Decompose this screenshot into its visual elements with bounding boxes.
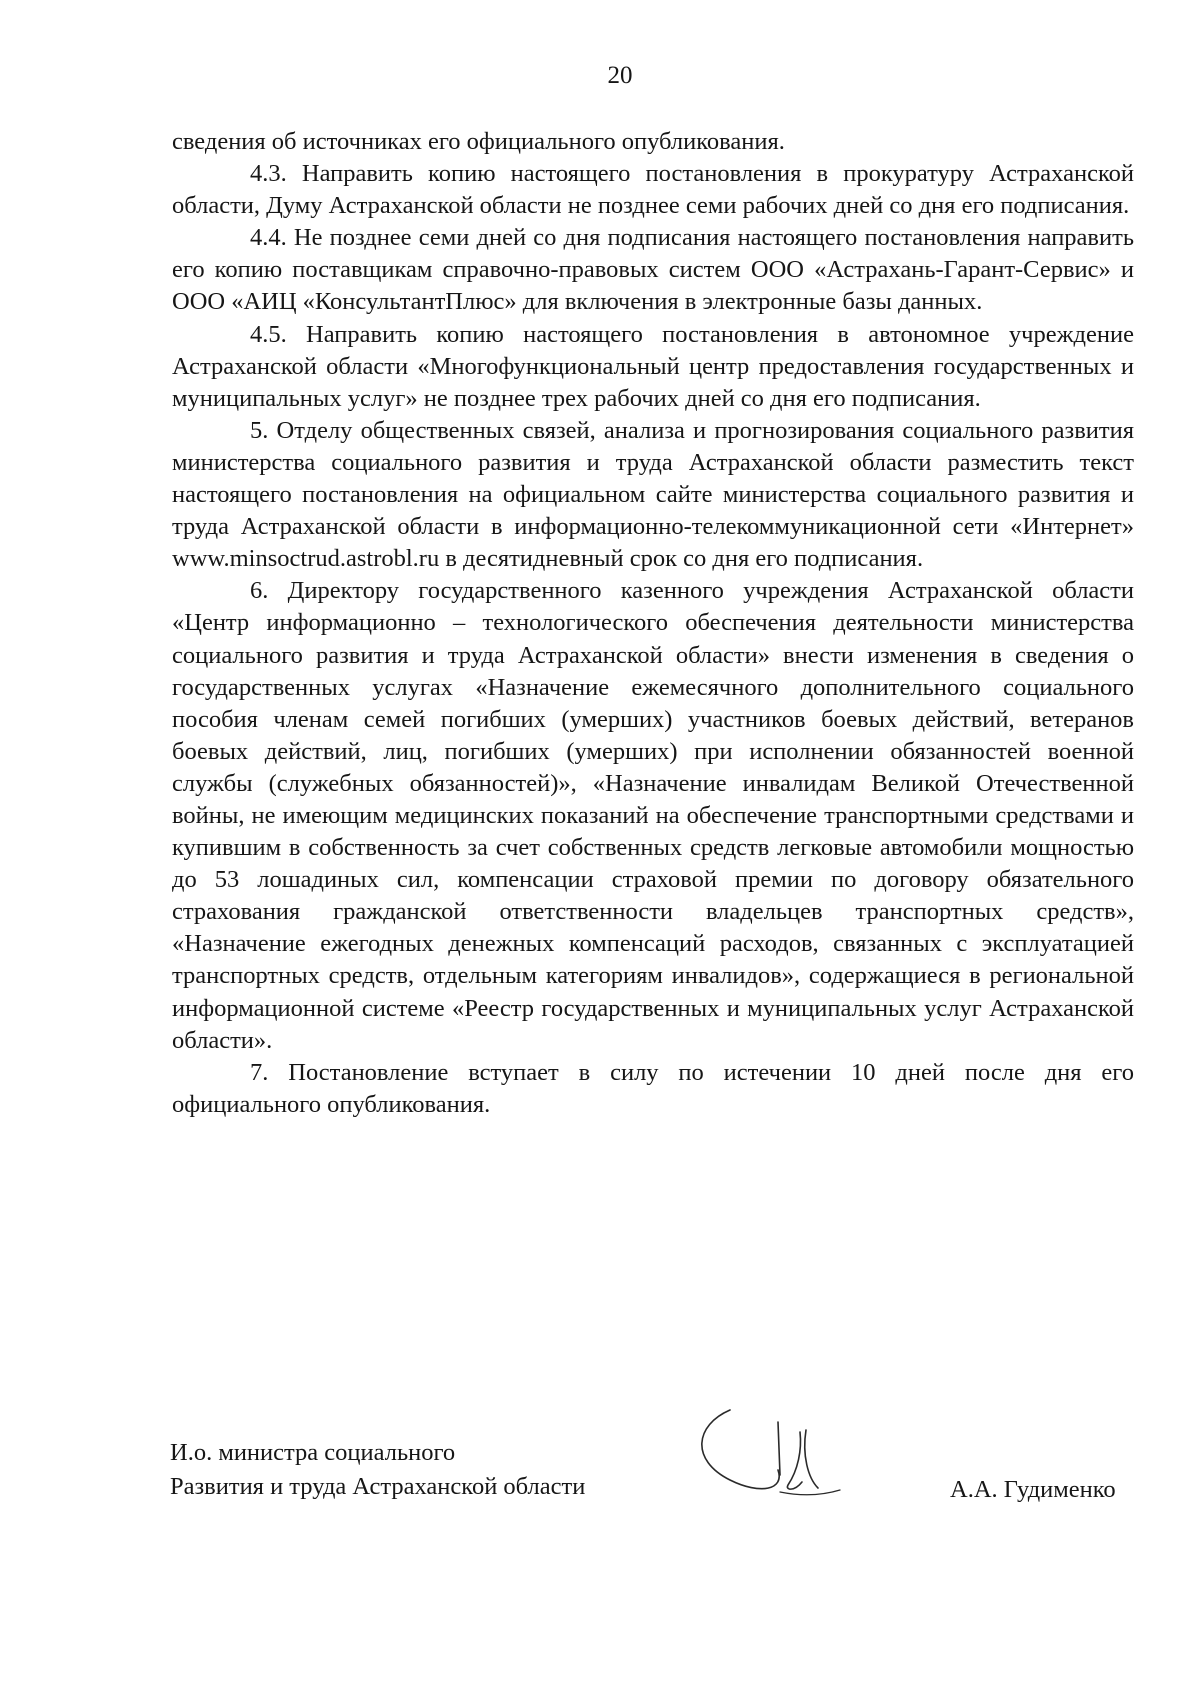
handwritten-signature <box>690 1400 910 1520</box>
page-number: 20 <box>607 62 633 89</box>
document-body <box>172 126 1134 1121</box>
paragraph-7: 7. Постановление вступает в силу по истечении 10 дней после дня его официального опубликования. <box>172 1058 1134 1118</box>
paragraph-5: 5. Отделу общественных связей, анализа и прогнозирования социального развития министерства социального развития и труда Астраханской области разместить текст настоящего постановления на официальном сайте министерства социального развития и труда Астраханской области в информационно-телекоммуникационной сети «Интернет» www.minsoctrud.astrobl.ru в десятидневный срок со дня его подписания. <box>172 416 1134 573</box>
signatory-name: А.А. Гудименко <box>950 1476 1116 1503</box>
paragraph-4-5: 4.5. Направить копию настоящего постановления в автономное учреждение Астраханской области «Многофункциональный центр предоставления государственных и муниципальных услуг» не позднее трех рабочих дней со дня его подписания. <box>172 320 1134 412</box>
paragraph-6: 6. Директору государственного казенного учреждения Астраханской области «Центр информационно – технологического обеспечения деятельности министерства социального развития и труда Астраханской области» внести изменения в сведения о государственных услугах «Назначение ежемесячного дополнительного социального пособия членам семей погибших (умерших) участников боевых действий, ветеранов боевых действий, лиц, погибших (умерших) при исполнении обязанностей военной службы (служебных обязанностей)», «Назначение инвалидам Великой Отечественной войны, не имеющим медицинских показаний на обеспечение транспортными средствами и купившим в собственность за счет собственных средств легковые автомобили мощностью до 53 лошадиных сил, компенсации страховой премии по договору обязательного страхования гражданской ответственности владельцев транспортных средств», «Назначение ежегодных денежных компенсаций расходов, связанных с эксплуатацией транспортных средств, отдельным категориям инвалидов», содержащиеся в региональной информационной системе «Реестр государственных и муниципальных услуг Астраханской области». <box>172 577 1134 1054</box>
paragraph-4-3: 4.3. Направить копию настоящего постановления в прокуратуру Астраханской области, Думу Астраханской области не позднее семи рабочих дней со дня его подписания. <box>172 160 1134 220</box>
signatory-position-line-2: Развития и труда Астраханской области <box>170 1473 586 1500</box>
signatory-position-line-1: И.о. министра социального <box>170 1439 456 1466</box>
paragraph-continuation: сведения об источниках его официального опубликования. <box>172 128 785 155</box>
signatory-position <box>170 1436 585 1504</box>
paragraph-4-4: 4.4. Не позднее семи дней со дня подписания настоящего постановления направить его копию поставщикам справочно-правовых систем ООО «Астрахань-Гарант-Сервис» и ООО «АИЦ «КонсультантПлюс» для включения в электронные базы данных. <box>172 224 1134 316</box>
